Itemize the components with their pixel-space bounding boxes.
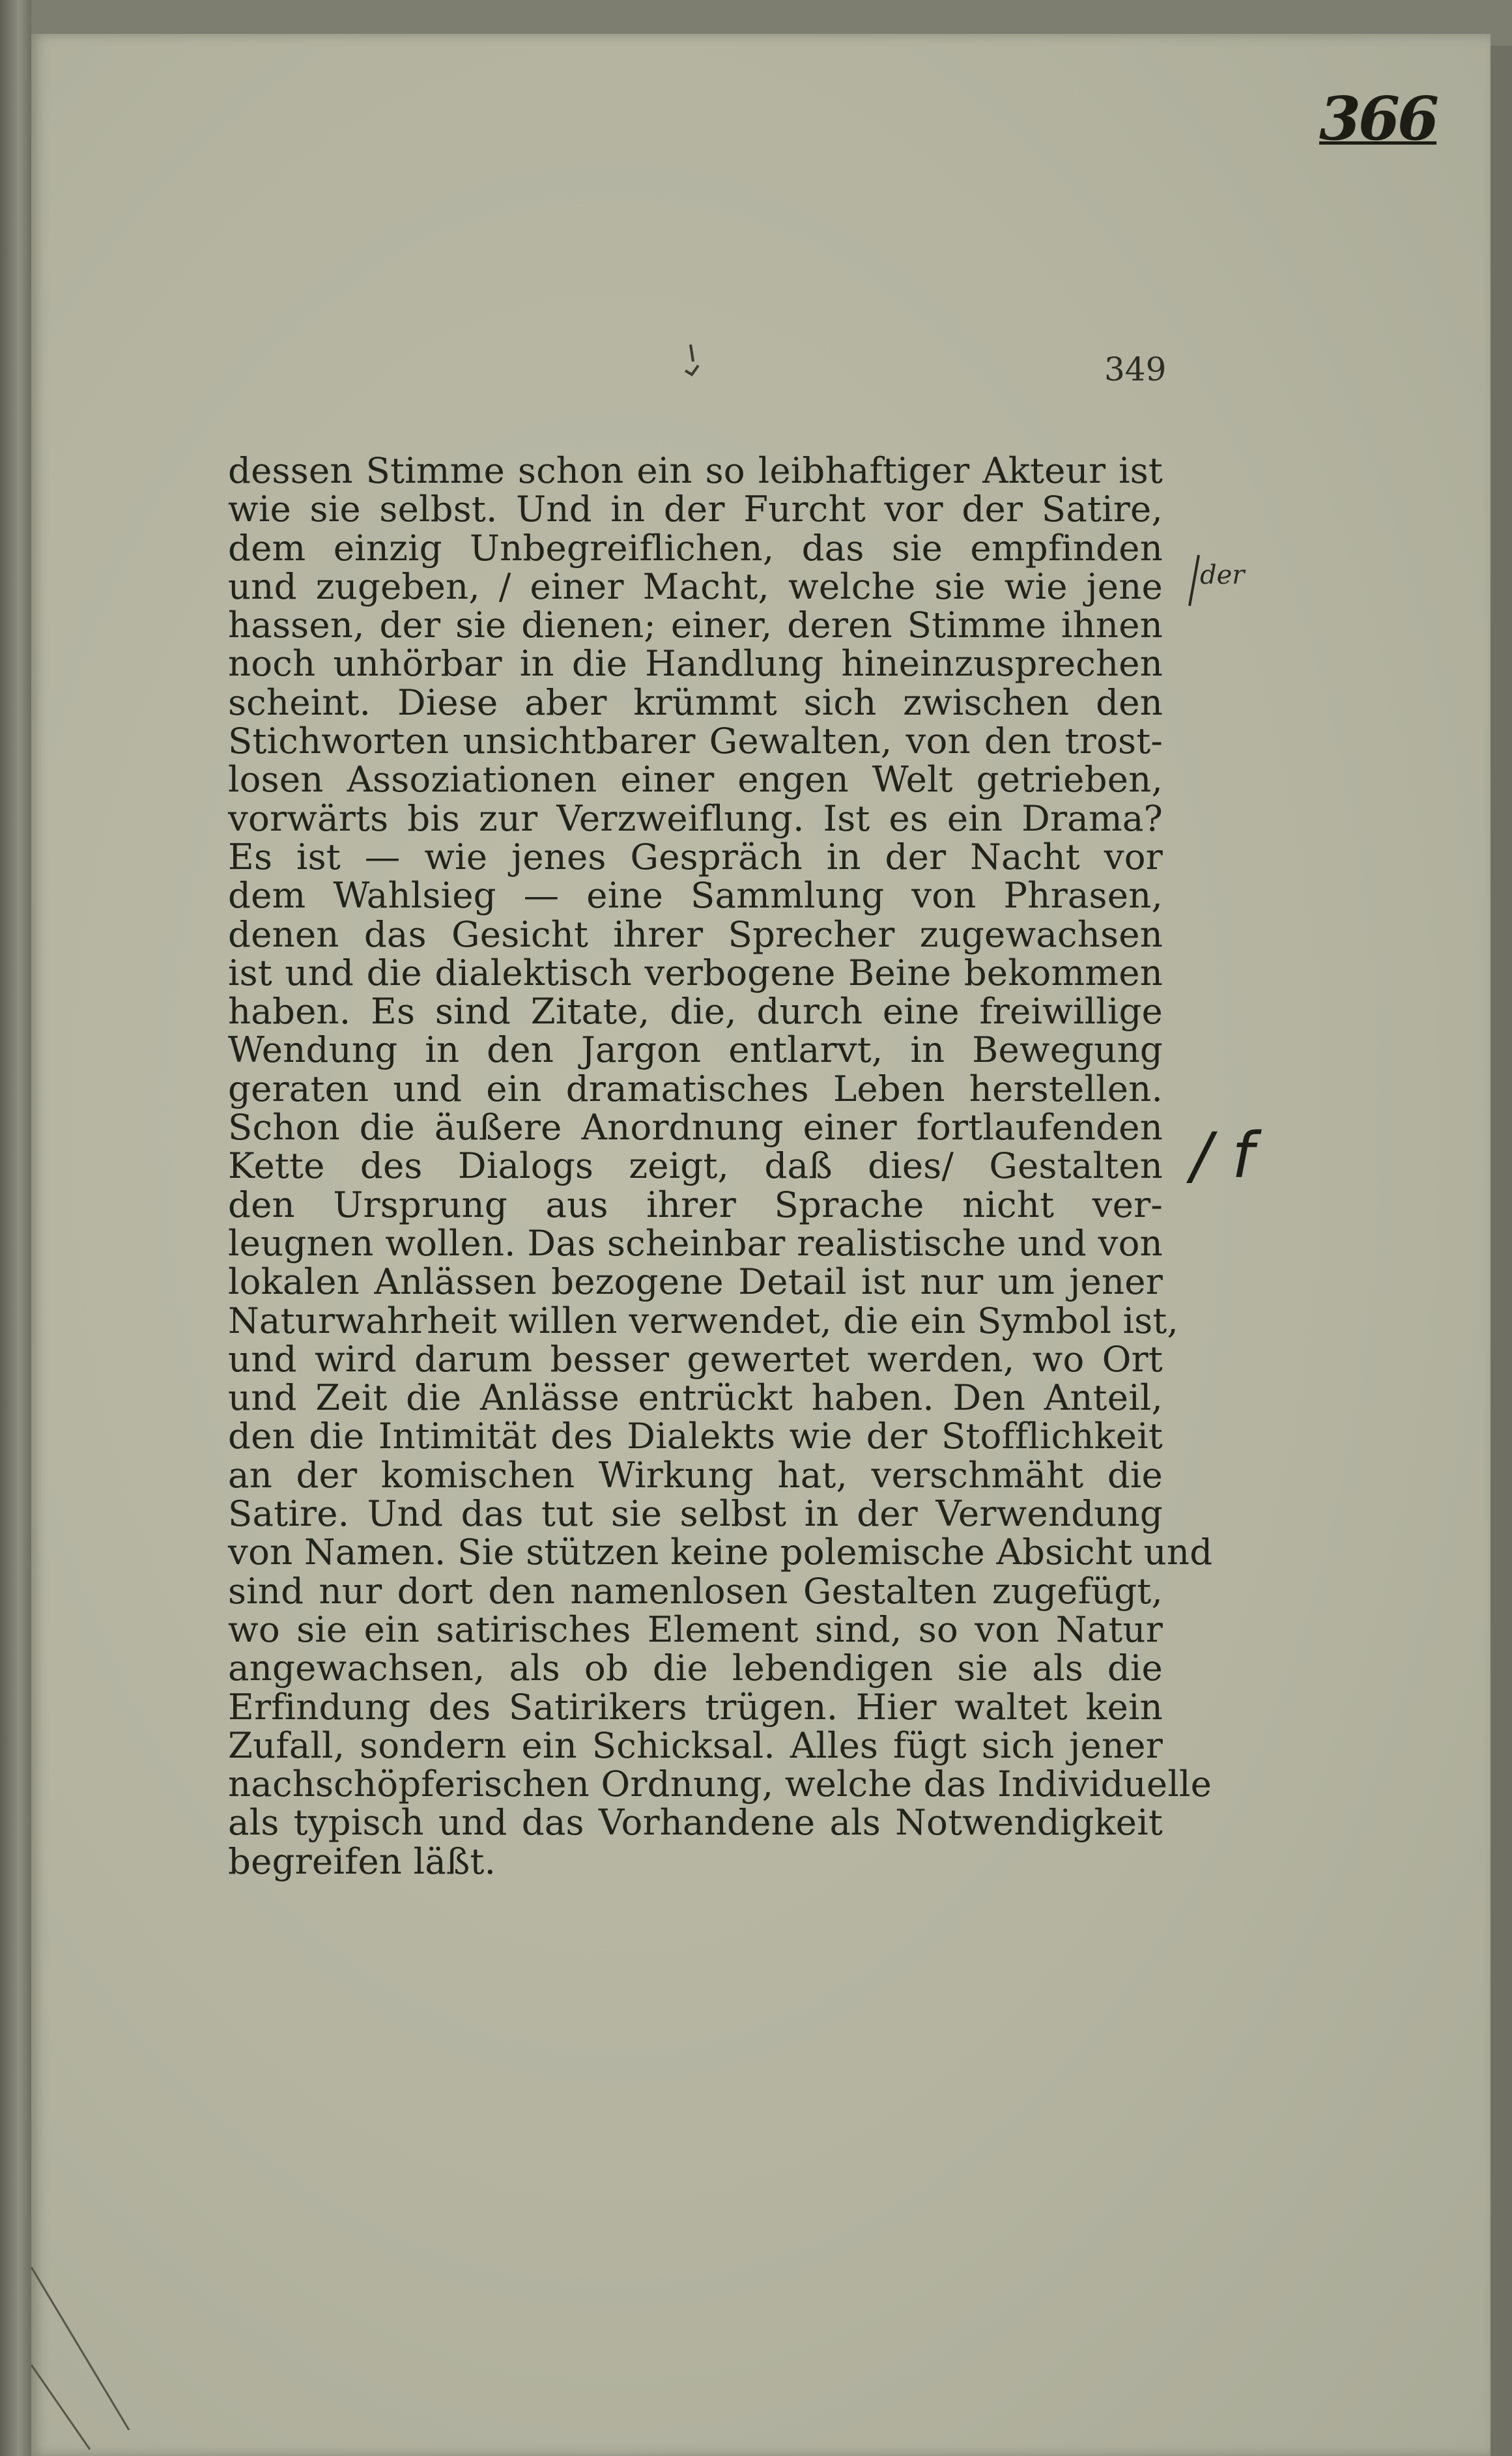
text-line: ist und die dialektisch verbogene Beine bekommen	[228, 951, 1163, 993]
margin-note-insertion: der	[1200, 560, 1245, 590]
text-line: hassen, der sie dienen; einer, deren Stimme ihnen	[228, 604, 1163, 646]
archive-folio-number: 366	[1319, 83, 1437, 154]
page-edge	[1491, 46, 1512, 2456]
text-line: Stichworten unsichtbarer Gewalten, von den trost-	[228, 720, 1163, 762]
text-line: Schon die äußere Anordnung einer fortlaufenden	[228, 1106, 1163, 1149]
text-line: sind nur dort den namenlosen Gestalten zugefügt,	[228, 1569, 1163, 1612]
text-line: Erfindung des Satirikers trügen. Hier waltet kein	[228, 1685, 1163, 1728]
text-line: und Zeit die Anlässe entrückt haben. Den Anteil,	[228, 1377, 1163, 1419]
page-corner-crease	[31, 2150, 162, 2456]
text-line: Satire. Und das tut sie selbst in der Verwendung	[228, 1492, 1163, 1535]
text-line: scheint. Diese aber krümmt sich zwischen den	[228, 681, 1163, 723]
margin-note-correction: / f	[1191, 1119, 1254, 1192]
text-line: und zugeben, / einer Macht, welche sie wie jene	[228, 565, 1163, 607]
text-line: Es ist — wie jenes Gespräch in der Nacht vor	[228, 835, 1163, 878]
text-line: begreifen läßt.	[228, 1840, 496, 1882]
text-line: Kette des Dialogs zeigt, daß dies/ Gestalten	[228, 1145, 1163, 1187]
text-line: Zufall, sondern ein Schicksal. Alles fügt sich jener	[228, 1724, 1163, 1766]
text-line: an der komischen Wirkung hat, verschmäht die	[228, 1453, 1163, 1496]
text-line: dessen Stimme schon ein so leibhaftiger Akteur ist	[228, 450, 1163, 491]
pencil-tick-icon	[681, 342, 701, 381]
text-line: haben. Es sind Zitate, die, durch eine freiwillige	[228, 990, 1163, 1033]
text-line: den die Intimität des Dialekts wie der Stofflichkeit	[228, 1415, 1163, 1457]
text-line: den Ursprung aus ihrer Sprache nicht ver-	[228, 1183, 1163, 1225]
text-line: als typisch und das Vorhandene als Notwendigkeit	[228, 1801, 1163, 1844]
text-line: angewachsen, als ob die lebendigen sie als die	[228, 1647, 1163, 1689]
text-line: lokalen Anlässen bezogene Detail ist nur um jener	[228, 1261, 1163, 1303]
text-line: vorwärts bis zur Verzweiflung. Ist es ein Drama?	[228, 797, 1163, 839]
text-line: losen Assoziationen einer engen Welt getrieben,	[228, 758, 1163, 801]
text-line: nachschöpferischen Ordnung, welche das Individuelle	[228, 1763, 1212, 1805]
text-line: dem einzig Unbegreiflichen, das sie empfinden	[228, 526, 1163, 569]
text-line: Naturwahrheit willen verwendet, die ein Symbol ist,	[228, 1299, 1179, 1341]
text-line: Wendung in den Jargon entlarvt, in Bewegung	[228, 1029, 1163, 1071]
text-line: geraten und ein dramatisches Leben herstellen.	[228, 1067, 1163, 1109]
text-line: leugnen wollen. Das scheinbar realistische und von	[228, 1221, 1163, 1264]
page-number: 349	[1104, 350, 1167, 388]
text-line: wo sie ein satirisches Element sind, so von Natur	[228, 1608, 1163, 1650]
text-line: von Namen. Sie stützen keine polemische Absicht und	[228, 1531, 1213, 1573]
text-line: wie sie selbst. Und in der Furcht vor der Satire,	[228, 488, 1163, 530]
body-text	[228, 450, 1213, 1882]
text-line: und wird darum besser gewertet werden, wo Ort	[228, 1337, 1163, 1380]
text-line: dem Wahlsieg — eine Sammlung von Phrasen,	[228, 874, 1163, 917]
text-line: denen das Gesicht ihrer Sprecher zugewachsen	[228, 913, 1163, 955]
book-spine	[0, 0, 31, 2456]
text-line: noch unhörbar in die Handlung hineinzusprechen	[228, 642, 1163, 685]
